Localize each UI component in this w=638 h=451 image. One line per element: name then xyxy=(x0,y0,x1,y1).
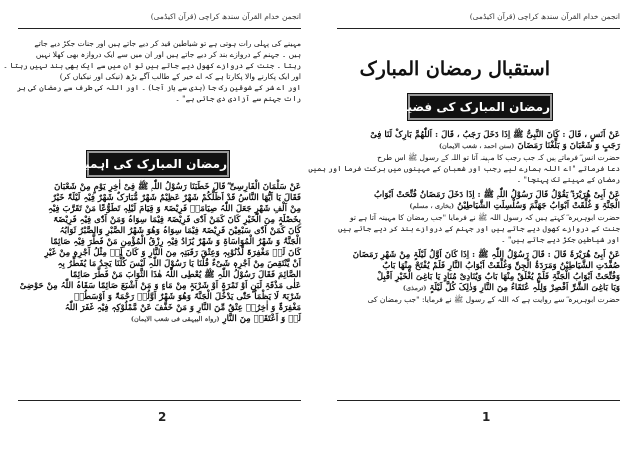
text-line: ہیں ۔ جہنم کے دروازے بند کر دیے جاتے ہیں اور ان میں سے ایک دروازہ بھی کھلا نہیں xyxy=(35,50,301,59)
header-divider xyxy=(337,28,620,29)
text-line: دعا فرماتے "اے اللہ ہمارے لیے رجب اور شعبان کے مہینوں میں برکت فرما اور ہمیں xyxy=(308,164,620,173)
text-line: مِنْ اَلْفِ شَھْرٍ جَعَلَ اللّٰہُ صِیَامَہٗ فَرِیْضَۃً وَ قِیَامَ لَیْلِہٖ تَطَوُّعًا مَنْ تَقَرَّبَ فِیْہِ xyxy=(47,204,301,214)
text-line: اَنْ یَّنْتَقِصَ مِنْ اَجْرِہٖ شَیْءٌ قُلْنَا یَا رَسُوْلَ اللّٰہِ لَیْسَ کُلُّنَا یَجِدُ مَا یُفَطِّرُ بِہِ xyxy=(57,259,301,269)
text-fragment: وَیَا بَاغِیَ الشَّرِّ اَقْصِرْ وَلِلّٰہِ عُتَقَاءُ مِنَ النَّارِ وَذٰلِکَ کُلَّ لَیْلَۃٍ xyxy=(429,283,620,293)
hadith-reference: (ترمذی) xyxy=(402,284,427,292)
section-banner-virtue: رمضان المبارک کی فضیلت xyxy=(408,94,552,120)
text-line: کَانَ کَمَنْ اَدّٰی سَبْعِیْنَ فَرِیْضَۃً فِیْمَا سِوَاہُ وَھُوَ شَھْرُ الصَّبْرِ وَالصَّبْرُ ثَوَابُہُ xyxy=(59,226,301,236)
text-line xyxy=(18,314,301,325)
footer-divider xyxy=(337,400,620,401)
text-line: وَفُتِّحَتْ اَبْوَابُ الْجَنَّۃِ فَلَمْ یُغْلَقْ مِنْھَا بَابٌ وَیُنَادِیْ مُنَادٍ یَا بَاغِیَ الْخَیْرِ اَقْبِلْ xyxy=(376,272,620,282)
section-banner-importance: رمضان المبارک کی اہمیت xyxy=(87,151,229,177)
hadith-3 xyxy=(337,250,620,305)
footer-divider xyxy=(18,400,301,401)
hadith-reference: (بخاری ، مسلم) xyxy=(409,202,455,210)
page-1-content xyxy=(308,0,620,451)
text-line: بِخَصْلَۃٍ مِنَ الْخَیْرِ کَانَ کَمَنْ اَدّٰی فَرِیْضَۃً فِیْمَا سِوَاہُ وَمَنْ اَدّٰی فِیْہِ فَرِیْضَۃً xyxy=(53,215,301,225)
text-line: صُفِّدَتِ الشَّیَاطِیْنُ وَمَرَدَۃُ الْجِنِّ وَغُلِّقَتْ اَبْوَابُ النَّارِ فَلَمْ یُفْتَحْ مِنْھَا بَابٌ xyxy=(382,261,620,271)
page-2-content xyxy=(3,0,301,451)
text-line: مَغْفِرَۃٌ وَ اٰخِرُہٗ عِتْقٌ مِّنَ النَّارِ وَ مَنْ خَفَّفَ عَنْ مَّمْلُوْکِہٖ فِیْہِ غَفَرَ اللّٰہُ xyxy=(64,303,301,313)
text-line: شَرْبَۃً لَا یَظْمَاُ حَتّٰی یَدْخُلَ الْجَنَّۃَ وَھُوَ شَھْرٌ اَوَّلُہٗ رَحْمَۃٌ وَ اَوْسَطُہٗ xyxy=(74,292,301,302)
text-line: حضرت انس ؓ فرماتے ہیں کہ جب رجب کا مہینہ آتا تو اللہ کے رسول ﷺ اس طرح xyxy=(377,153,620,162)
text-line xyxy=(337,201,620,212)
page-header: انجمن خدام القرآن سندھ کراچی (قرآن اکیڈمی) xyxy=(150,12,301,21)
text-line: رات جہنم سے آزادی دی جاتی ہے" ۔ xyxy=(175,94,301,103)
text-fragment: الْجَنَّۃِ وَ غُلِّقَتْ اَبْوَابُ جَھَنَّمَ وَسُلْسِلَتِ الشَّیَاطِیْنُ xyxy=(457,201,620,211)
hadith-reference: (سنن احمد ، شعب الایمان) xyxy=(438,142,515,150)
page-number: 1 xyxy=(482,410,491,424)
text-line: عَلٰی مَذْقَۃِ لَبَنٍ اَوْ تَمْرَۃٍ اَوْ شَرْبَۃٍ مِنْ مَاءٍ وَ مَنْ اَشْبَعَ صَائِمًا سَقَاہُ اللّٰہُ مِنْ حَوْضِیْ xyxy=(19,281,301,291)
text-line: اور اے شر کے شوقین رک جا (بدی سے باز آجا) ۔ اور اللہ کی طرف سے رمضان کی ہر xyxy=(16,83,301,92)
text-line xyxy=(337,141,620,152)
text-line xyxy=(337,283,620,294)
text-line: رمضان کے مہینے تک پہنچا" ۔ xyxy=(516,175,620,184)
text-line: حضرت ابوہریرہ ؓ سے روایت ہے کہ اللہ کے رسول ﷺ نے فرمایا: "جب رمضان کی xyxy=(367,295,620,304)
text-line: عَنْ اَبِیْ ھُرَیْرَۃَ قَالَ : قَالَ رَسُوْلُ اللّٰہِ ﷺ : اِذَا کَانَ اَوَّلُ لَیْلَۃٍ مِنْ شَھْرِ رَمَضَانَ xyxy=(352,250,620,260)
page-1 xyxy=(308,0,638,451)
text-line: جنت کے دروازے کھول دیے جاتے ہیں اور جہنم کے دروازے بند کر دیے جاتے ہیں xyxy=(338,224,620,233)
text-line: عَنْ سَلْمَانَ الْفَارِسِیِّ ؓ قَالَ خَطَبَنَا رَسُوْلُ اللّٰہِ ﷺ فِیْ اٰخِرِ یَوْمٍ مِنْ شَعْبَانَ xyxy=(54,182,301,192)
hadith-1 xyxy=(308,130,620,185)
hadith-reference: (رواہ البیہقی فی شعب الایمان) xyxy=(130,315,220,323)
page-number: 2 xyxy=(158,410,167,424)
text-fragment: رَجَبٍ وَ شَعْبَانَ وَ بَلِّغْنَا رَمَضَانَ xyxy=(517,141,620,151)
text-line: عَنْ اَنَسٍ ، قَالَ : کَانَ النَّبِیُّ ﷺ اِذَا دَخَلَ رَجَبُ ، قَالَ : اَللّٰھُمَّ بَارِکْ لَنَا فِیْ xyxy=(370,130,620,140)
text-line: مہینے کی پہلی رات ہوتی ہے تو شیاطین قید کر دیے جاتے ہیں اور جنات جکڑ دیے جاتے xyxy=(34,39,301,48)
hadith-2 xyxy=(337,190,620,245)
hadith-paragraph xyxy=(18,182,301,325)
text-line: فَقَالَ یَا اَیُّھَا النَّاسُ قَدْ اَظَلَّکُمْ شَھْرٌ عَظِیْمٌ شَھْرٌ مُّبَارَکٌ شَھْرٌ فِیْہِ لَیْلَۃٌ خَیْرٌ xyxy=(51,193,301,203)
text-line: اور ایک پکارنے والا پکارتا ہے کہ اے خیر کے طالب آگے بڑھ (نیکی اور نیکیاں کر) xyxy=(59,72,301,81)
text-line: حضرت ابوہریرہ ؓ کہتے ہیں کہ رسول اللہ ﷺ نے فرمایا "جب رمضان کا مہینہ آتا ہے تو xyxy=(350,213,620,222)
text-line: الْجَنَّۃُ وَ شَھْرُ الْمُوَاسَاۃِ وَ شَھْرٌ یُزَادُ فِیْہِ رِزْقُ الْمُؤْمِنِ مَنْ فَطَّرَ فِیْہِ صَائِمًا xyxy=(50,237,301,247)
text-line: رہتا ۔ جنت کے دروازے کھول دیے جاتے ہیں تو ان میں سے ایک بھی بند نہیں رہتا ۔ xyxy=(3,61,301,70)
page-header: انجمن خدام القرآن سندھ کراچی (قرآن اکیڈمی) xyxy=(469,12,620,21)
page-title: استقبال رمضان المبارک xyxy=(359,58,550,80)
text-line: کَانَ لَہٗ مَغْفِرَۃً لِّذُنُوْبِہٖ وَعِتْقَ رَقَبَتِہٖ مِنَ النَّارِ وَ کَانَ لَہٗ مِثْلُ اَجْرِہٖ مِنْ غَیْرِ xyxy=(44,248,301,258)
text-line: اور شیاطین جکڑ دیے جاتے ہیں" ۔ xyxy=(501,235,620,244)
text-fragment: لَہٗ وَ اَعْتَقَہٗ مِنَ النَّارِ xyxy=(222,314,301,324)
text-line: عَنْ اَبِیْ ھُرَیْرَۃَ ؓ یَقُوْلُ قَالَ رَسُوْلُ اللّٰہِ ﷺ : اِذَا دَخَلَ رَمَضَانُ فُتِّحَتْ اَبْوَابُ xyxy=(373,190,620,200)
header-divider xyxy=(18,28,301,29)
intro-paragraph xyxy=(3,38,301,104)
text-line: الصَّائِمَ فَقَالَ رَسُوْلُ اللّٰہِ ﷺ یُعْطِی اللّٰہُ ھٰذَا الثَّوَابَ مَنْ فَطَّرَ صَائِمًا xyxy=(70,270,301,280)
